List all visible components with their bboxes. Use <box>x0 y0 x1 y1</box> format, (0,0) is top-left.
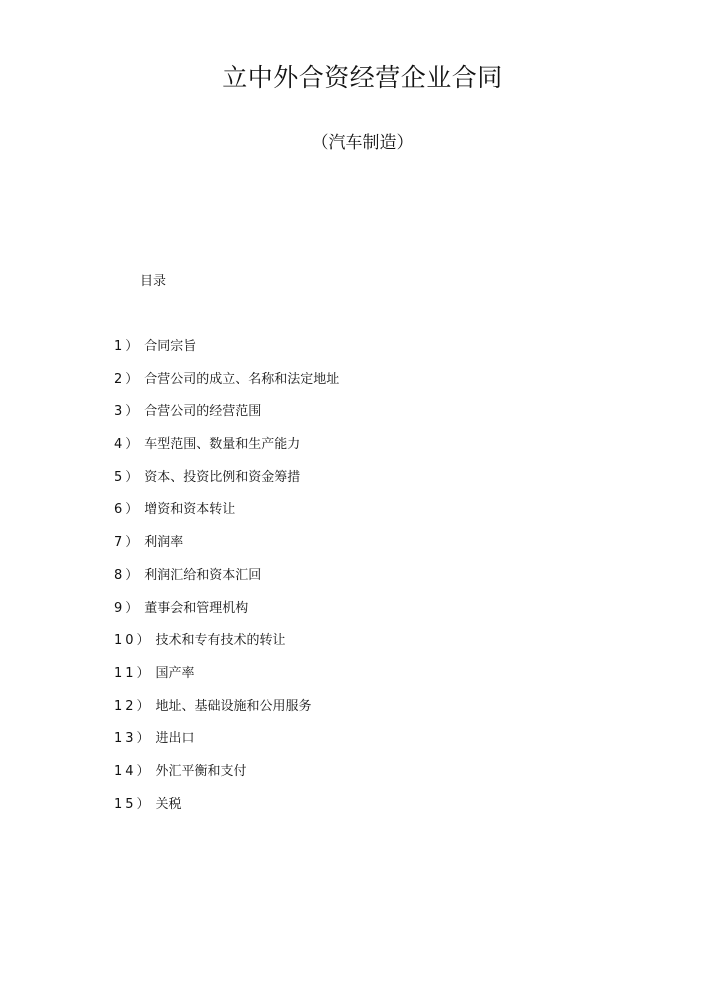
toc-item-label: 合营公司的成立、名称和法定地址 <box>144 371 340 387</box>
toc-item-number: 8） <box>114 567 142 583</box>
toc-item <box>114 664 339 697</box>
toc-item <box>114 533 339 566</box>
toc-item-label: 进出口 <box>155 731 195 747</box>
toc-item-label: 技术和专有技术的转让 <box>155 633 286 649</box>
toc-item <box>114 762 339 795</box>
toc-item <box>114 468 339 501</box>
toc-item-label: 关税 <box>155 796 182 812</box>
toc-item <box>114 402 339 435</box>
document-subtitle: （汽车制造） <box>311 133 414 153</box>
toc-item-label: 利润率 <box>144 535 184 551</box>
toc-item-number: 15） <box>114 796 153 812</box>
toc-item-number: 13） <box>114 731 153 747</box>
toc-item-label: 董事会和管理机构 <box>144 600 249 616</box>
toc-item-label: 合同宗旨 <box>144 339 197 354</box>
table-of-contents <box>114 337 339 827</box>
toc-item <box>114 697 339 730</box>
toc-item <box>114 435 339 468</box>
toc-item <box>114 337 339 370</box>
toc-item <box>114 370 339 403</box>
toc-item-number: 10） <box>114 633 153 649</box>
toc-item <box>114 631 339 664</box>
toc-item-number: 12） <box>114 698 153 714</box>
toc-item-label: 资本、投资比例和资金筹措 <box>144 469 301 485</box>
toc-item <box>114 500 339 533</box>
toc-item-number: 3） <box>114 404 142 420</box>
toc-item-label: 外汇平衡和支付 <box>155 763 247 779</box>
toc-item-number: 1） <box>114 339 142 354</box>
document-title: 立中外合资经营企业合同 <box>222 63 503 92</box>
toc-item <box>114 729 339 762</box>
toc-item-label: 地址、基础设施和公用服务 <box>155 698 312 714</box>
toc-item-label: 车型范围、数量和生产能力 <box>144 437 301 453</box>
toc-item-number: 6） <box>114 502 142 518</box>
toc-item <box>114 566 339 599</box>
toc-item-label: 合营公司的经营范围 <box>144 404 262 420</box>
toc-item-label: 增资和资本转让 <box>144 502 236 518</box>
toc-item-label: 利润汇给和资本汇回 <box>144 567 262 583</box>
toc-item-number: 11） <box>114 665 153 681</box>
toc-item-number: 9） <box>114 600 142 616</box>
toc-item-number: 4） <box>114 437 142 453</box>
toc-item <box>114 795 339 828</box>
toc-item-number: 14） <box>114 763 153 779</box>
toc-item-number: 5） <box>114 469 142 485</box>
toc-item-number: 7） <box>114 535 142 551</box>
toc-item-label: 国产率 <box>155 665 195 681</box>
toc-item-number: 2） <box>114 371 142 387</box>
toc-heading: 目录 <box>140 274 167 289</box>
toc-item <box>114 599 339 632</box>
